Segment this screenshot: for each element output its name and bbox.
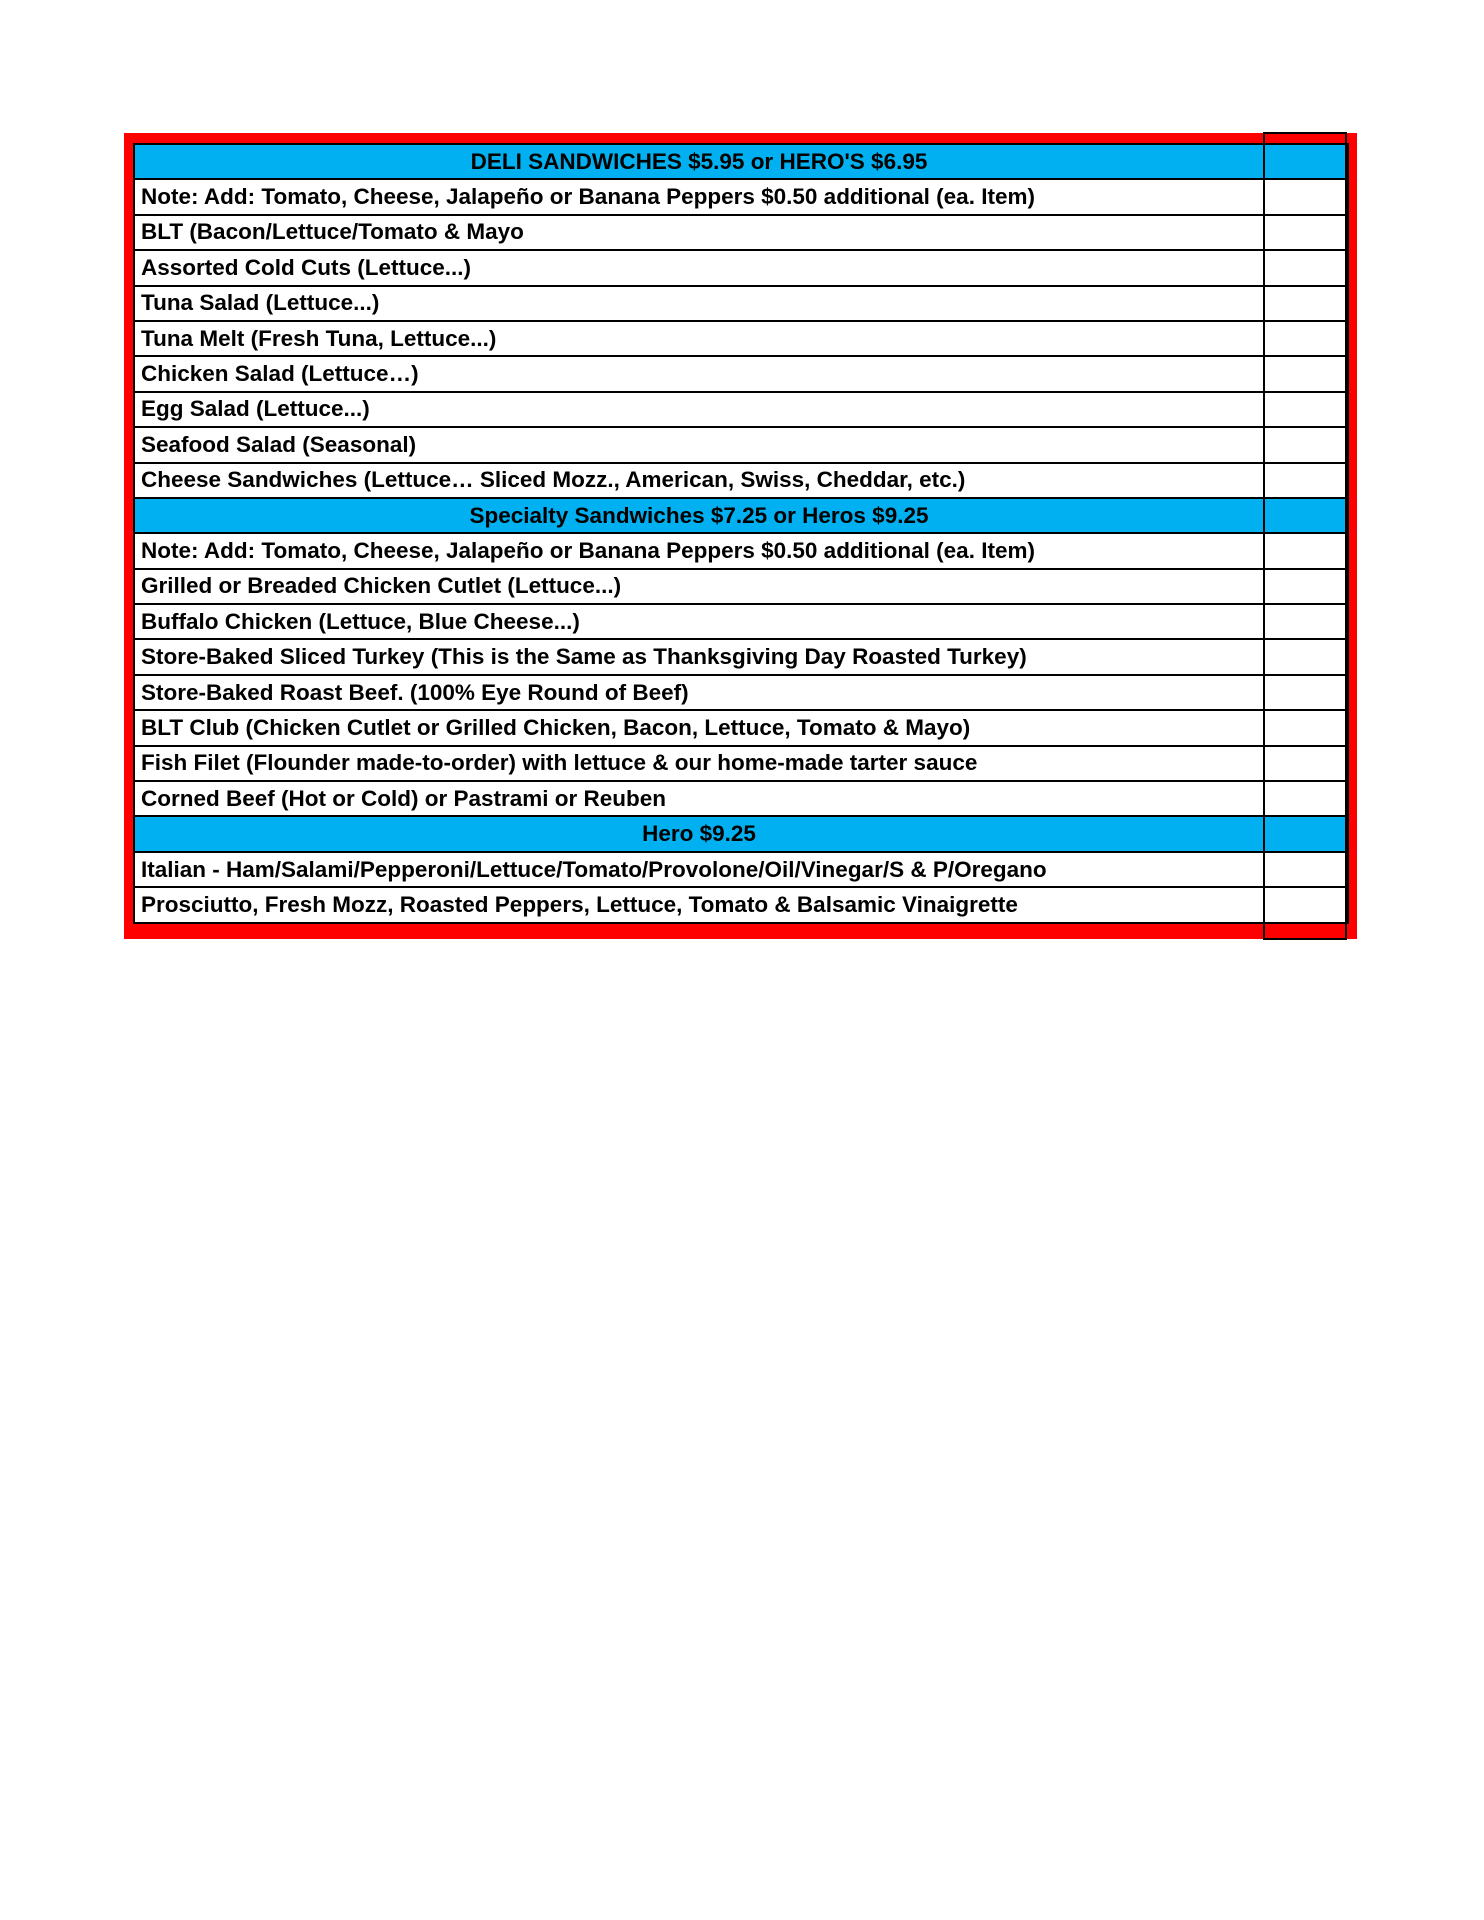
- menu-item-label: Italian - Ham/Salami/Pepperoni/Lettuce/Tomato/Provolone/Oil/Vinegar/S & P/Oregano: [134, 852, 1264, 887]
- menu-table: [133, 143, 1349, 924]
- menu-item-label: Tuna Melt (Fresh Tuna, Lettuce...): [134, 321, 1264, 356]
- menu-item-row: [134, 356, 1348, 391]
- menu-item-row: [134, 321, 1348, 356]
- menu-item-row: [134, 887, 1348, 922]
- menu-item-label: Note: Add: Tomato, Cheese, Jalapeño or Banana Peppers $0.50 additional (ea. Item): [134, 533, 1264, 568]
- menu-item-row: [134, 639, 1348, 674]
- menu-item-label: BLT Club (Chicken Cutlet or Grilled Chicken, Bacon, Lettuce, Tomato & Mayo): [134, 710, 1264, 745]
- menu-item-row: [134, 179, 1348, 214]
- menu-item-label: Store-Baked Roast Beef. (100% Eye Round of Beef): [134, 675, 1264, 710]
- menu-item-label: BLT (Bacon/Lettuce/Tomato & Mayo: [134, 215, 1264, 250]
- menu-section-header-row: [134, 144, 1348, 179]
- blank-column-outline: [1263, 132, 1347, 940]
- menu-item-row: [134, 286, 1348, 321]
- menu-item-label: Seafood Salad (Seasonal): [134, 427, 1264, 462]
- menu-item-label: Fish Filet (Flounder made-to-order) with lettuce & our home-made tarter sauce: [134, 746, 1264, 781]
- menu-item-row: [134, 569, 1348, 604]
- menu-item-row: [134, 463, 1348, 498]
- section-header-label: Hero $9.25: [134, 816, 1264, 851]
- menu-table-body: [134, 144, 1348, 923]
- menu-item-row: [134, 710, 1348, 745]
- menu-item-row: [134, 427, 1348, 462]
- menu-item-label: Store-Baked Sliced Turkey (This is the Same as Thanksgiving Day Roasted Turkey): [134, 639, 1264, 674]
- menu-item-row: [134, 746, 1348, 781]
- menu-item-label: Grilled or Breaded Chicken Cutlet (Lettuce...): [134, 569, 1264, 604]
- menu-item-label: Note: Add: Tomato, Cheese, Jalapeño or Banana Peppers $0.50 additional (ea. Item): [134, 179, 1264, 214]
- menu-item-label: Buffalo Chicken (Lettuce, Blue Cheese...): [134, 604, 1264, 639]
- menu-item-label: Assorted Cold Cuts (Lettuce...): [134, 250, 1264, 285]
- section-header-label: DELI SANDWICHES $5.95 or HERO'S $6.95: [134, 144, 1264, 179]
- menu-item-label: Corned Beef (Hot or Cold) or Pastrami or Reuben: [134, 781, 1264, 816]
- menu-item-label: Cheese Sandwiches (Lettuce… Sliced Mozz., American, Swiss, Cheddar, etc.): [134, 463, 1264, 498]
- menu-item-row: [134, 392, 1348, 427]
- menu-item-label: Prosciutto, Fresh Mozz, Roasted Peppers, Lettuce, Tomato & Balsamic Vinaigrette: [134, 887, 1264, 922]
- menu-section-header-row: [134, 816, 1348, 851]
- menu-item-row: [134, 604, 1348, 639]
- menu-item-row: [134, 533, 1348, 568]
- section-header-label: Specialty Sandwiches $7.25 or Heros $9.25: [134, 498, 1264, 533]
- menu-item-row: [134, 215, 1348, 250]
- menu-item-label: Tuna Salad (Lettuce...): [134, 286, 1264, 321]
- menu-item-row: [134, 852, 1348, 887]
- menu-item-row: [134, 250, 1348, 285]
- menu-item-row: [134, 675, 1348, 710]
- menu-item-label: Egg Salad (Lettuce...): [134, 392, 1264, 427]
- menu-item-label: Chicken Salad (Lettuce…): [134, 356, 1264, 391]
- menu-section-header-row: [134, 498, 1348, 533]
- menu-item-row: [134, 781, 1348, 816]
